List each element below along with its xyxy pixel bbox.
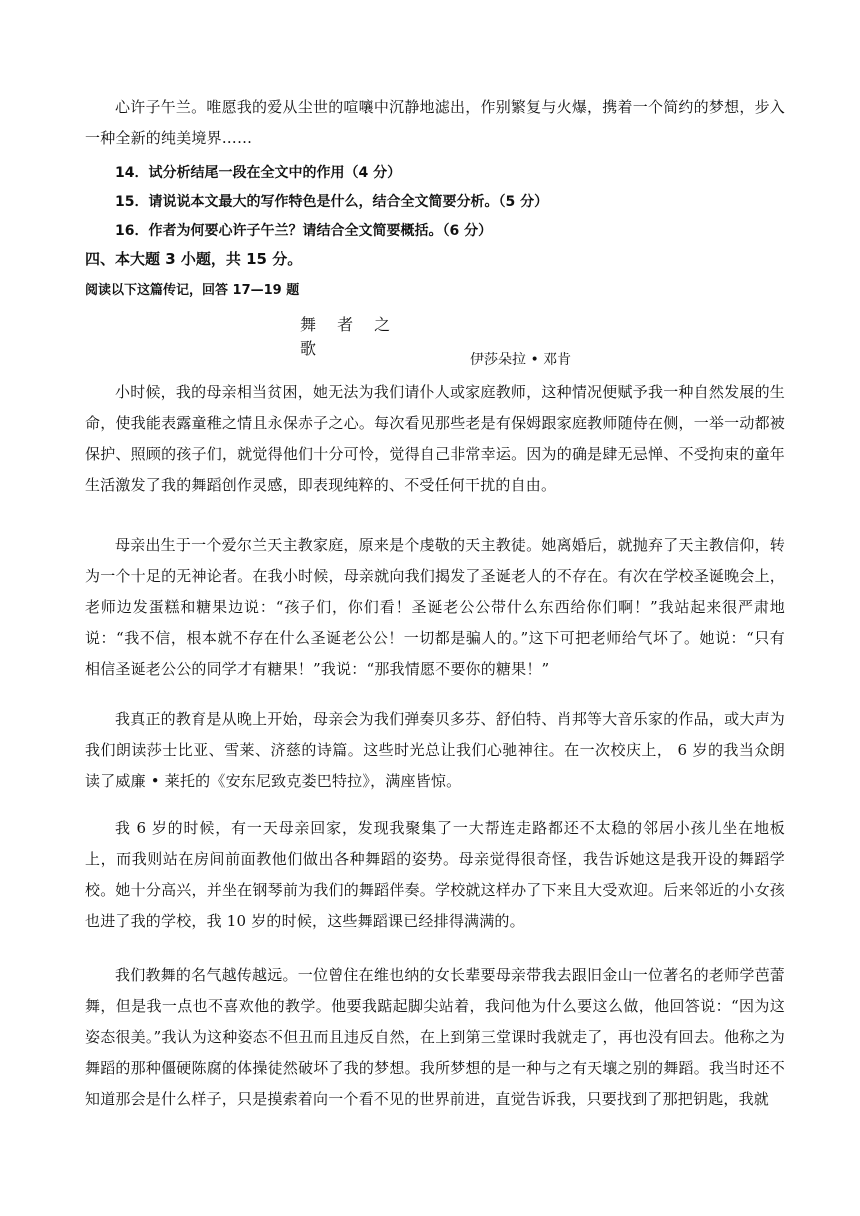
paragraph-3: 我真正的教育是从晚上开始，母亲会为我们弹奏贝多芬、舒伯特、肖邦等大音乐家的作品，或大声为我们朗读莎士比亚、雪莱、济慈的诗篇。这些时光总让我们心驰神往。在一次校庆上， 6 岁的我当众朗读了威廉 • 莱托的《安东尼致克娄巴特拉》，满座皆惊。	[85, 710, 785, 790]
reading-intro: 阅读以下这篇传记，回答 17—19 题	[85, 283, 300, 298]
article-author: 伊莎朵拉 • 邓肯	[470, 352, 572, 368]
paragraph-5: 我们教舞的名气越传越远。一位曾住在维也纳的女长辈要母亲带我去跟旧金山一位著名的老师学芭蕾舞，但是我一点也不喜欢他的教学。他要我踮起脚尖站着，我问他为什么要这么做，他回答说：“因为这姿态很美。”我认为这种姿态不但丑而且违反自然，在上到第三堂课时我就走了，再也没有回去。他称之为舞蹈的那种僵硬陈腐的体操徒然破坏了我的梦想。我所梦想的是一种与之有天壤之别的舞蹈。我当时还不知道那会是什么样子，只是摸索着向一个看不见的世界前进，直觉告诉我，只要找到了那把钥匙，我就	[85, 966, 785, 1108]
article-title: 舞 者 之 歌	[300, 315, 399, 358]
question-16: 16．作者为何要心许子午兰？请结合全文简要概括。（6 分）	[115, 223, 493, 239]
section-heading: 四、本大题 3 小题，共 15 分。	[85, 250, 303, 268]
question-14: 14．试分析结尾一段在全文中的作用（4 分）	[115, 165, 402, 181]
paragraph-1: 小时候，我的母亲相当贫困，她无法为我们请仆人或家庭教师，这种情况便赋予我一种自然发展的生命，使我能表露童稚之情且永保赤子之心。每次看见那些老是有保姆跟家庭教师随侍在侧，一举一动都被保护、照顾的孩子们，就觉得他们十分可怜，觉得自己非常幸运。因为的确是肆无忌惮、不受拘束的童年生活激发了我的舞蹈创作灵感，即表现纯粹的、不受任何干扰的自由。	[85, 383, 785, 494]
paragraph-2: 母亲出生于一个爱尔兰天主教家庭，原来是个虔敬的天主教徒。她离婚后，就抛弃了天主教信仰，转为一个十足的无神论者。在我小时候，母亲就向我们揭发了圣诞老人的不存在。有次在学校圣诞晚会上，老师边发蛋糕和糖果边说：“孩子们，你们看！圣诞老公公带什么东西给你们啊！”我站起来很严肃地说：“我不信，根本就不存在什么圣诞老公公！一切都是骗人的。”这下可把老师给气坏了。她说：“只有相信圣诞老公公的同学才有糖果！”我说：“那我情愿不要你的糖果！”	[85, 536, 785, 678]
question-15: 15．请说说本文最大的写作特色是什么，结合全文简要分析。（5 分）	[115, 194, 549, 210]
paragraph-4: 我 6 岁的时候，有一天母亲回家，发现我聚集了一大帮连走路都还不太稳的邻居小孩儿坐在地板上，而我则站在房间前面教他们做出各种舞蹈的姿势。母亲觉得很奇怪，我告诉她这是我开设的舞蹈学校。她十分高兴，并坐在钢琴前为我们的舞蹈伴奏。学校就这样办了下来且大受欢迎。后来邻近的小女孩也进了我的学校，我 10 岁的时候，这些舞蹈课已经排得满满的。	[85, 819, 785, 930]
continuation-paragraph: 心许子午兰。唯愿我的爱从尘世的喧嚷中沉静地滤出，作别繁复与火爆，携着一个简约的梦想，步入一种全新的纯美境界……	[85, 98, 785, 147]
